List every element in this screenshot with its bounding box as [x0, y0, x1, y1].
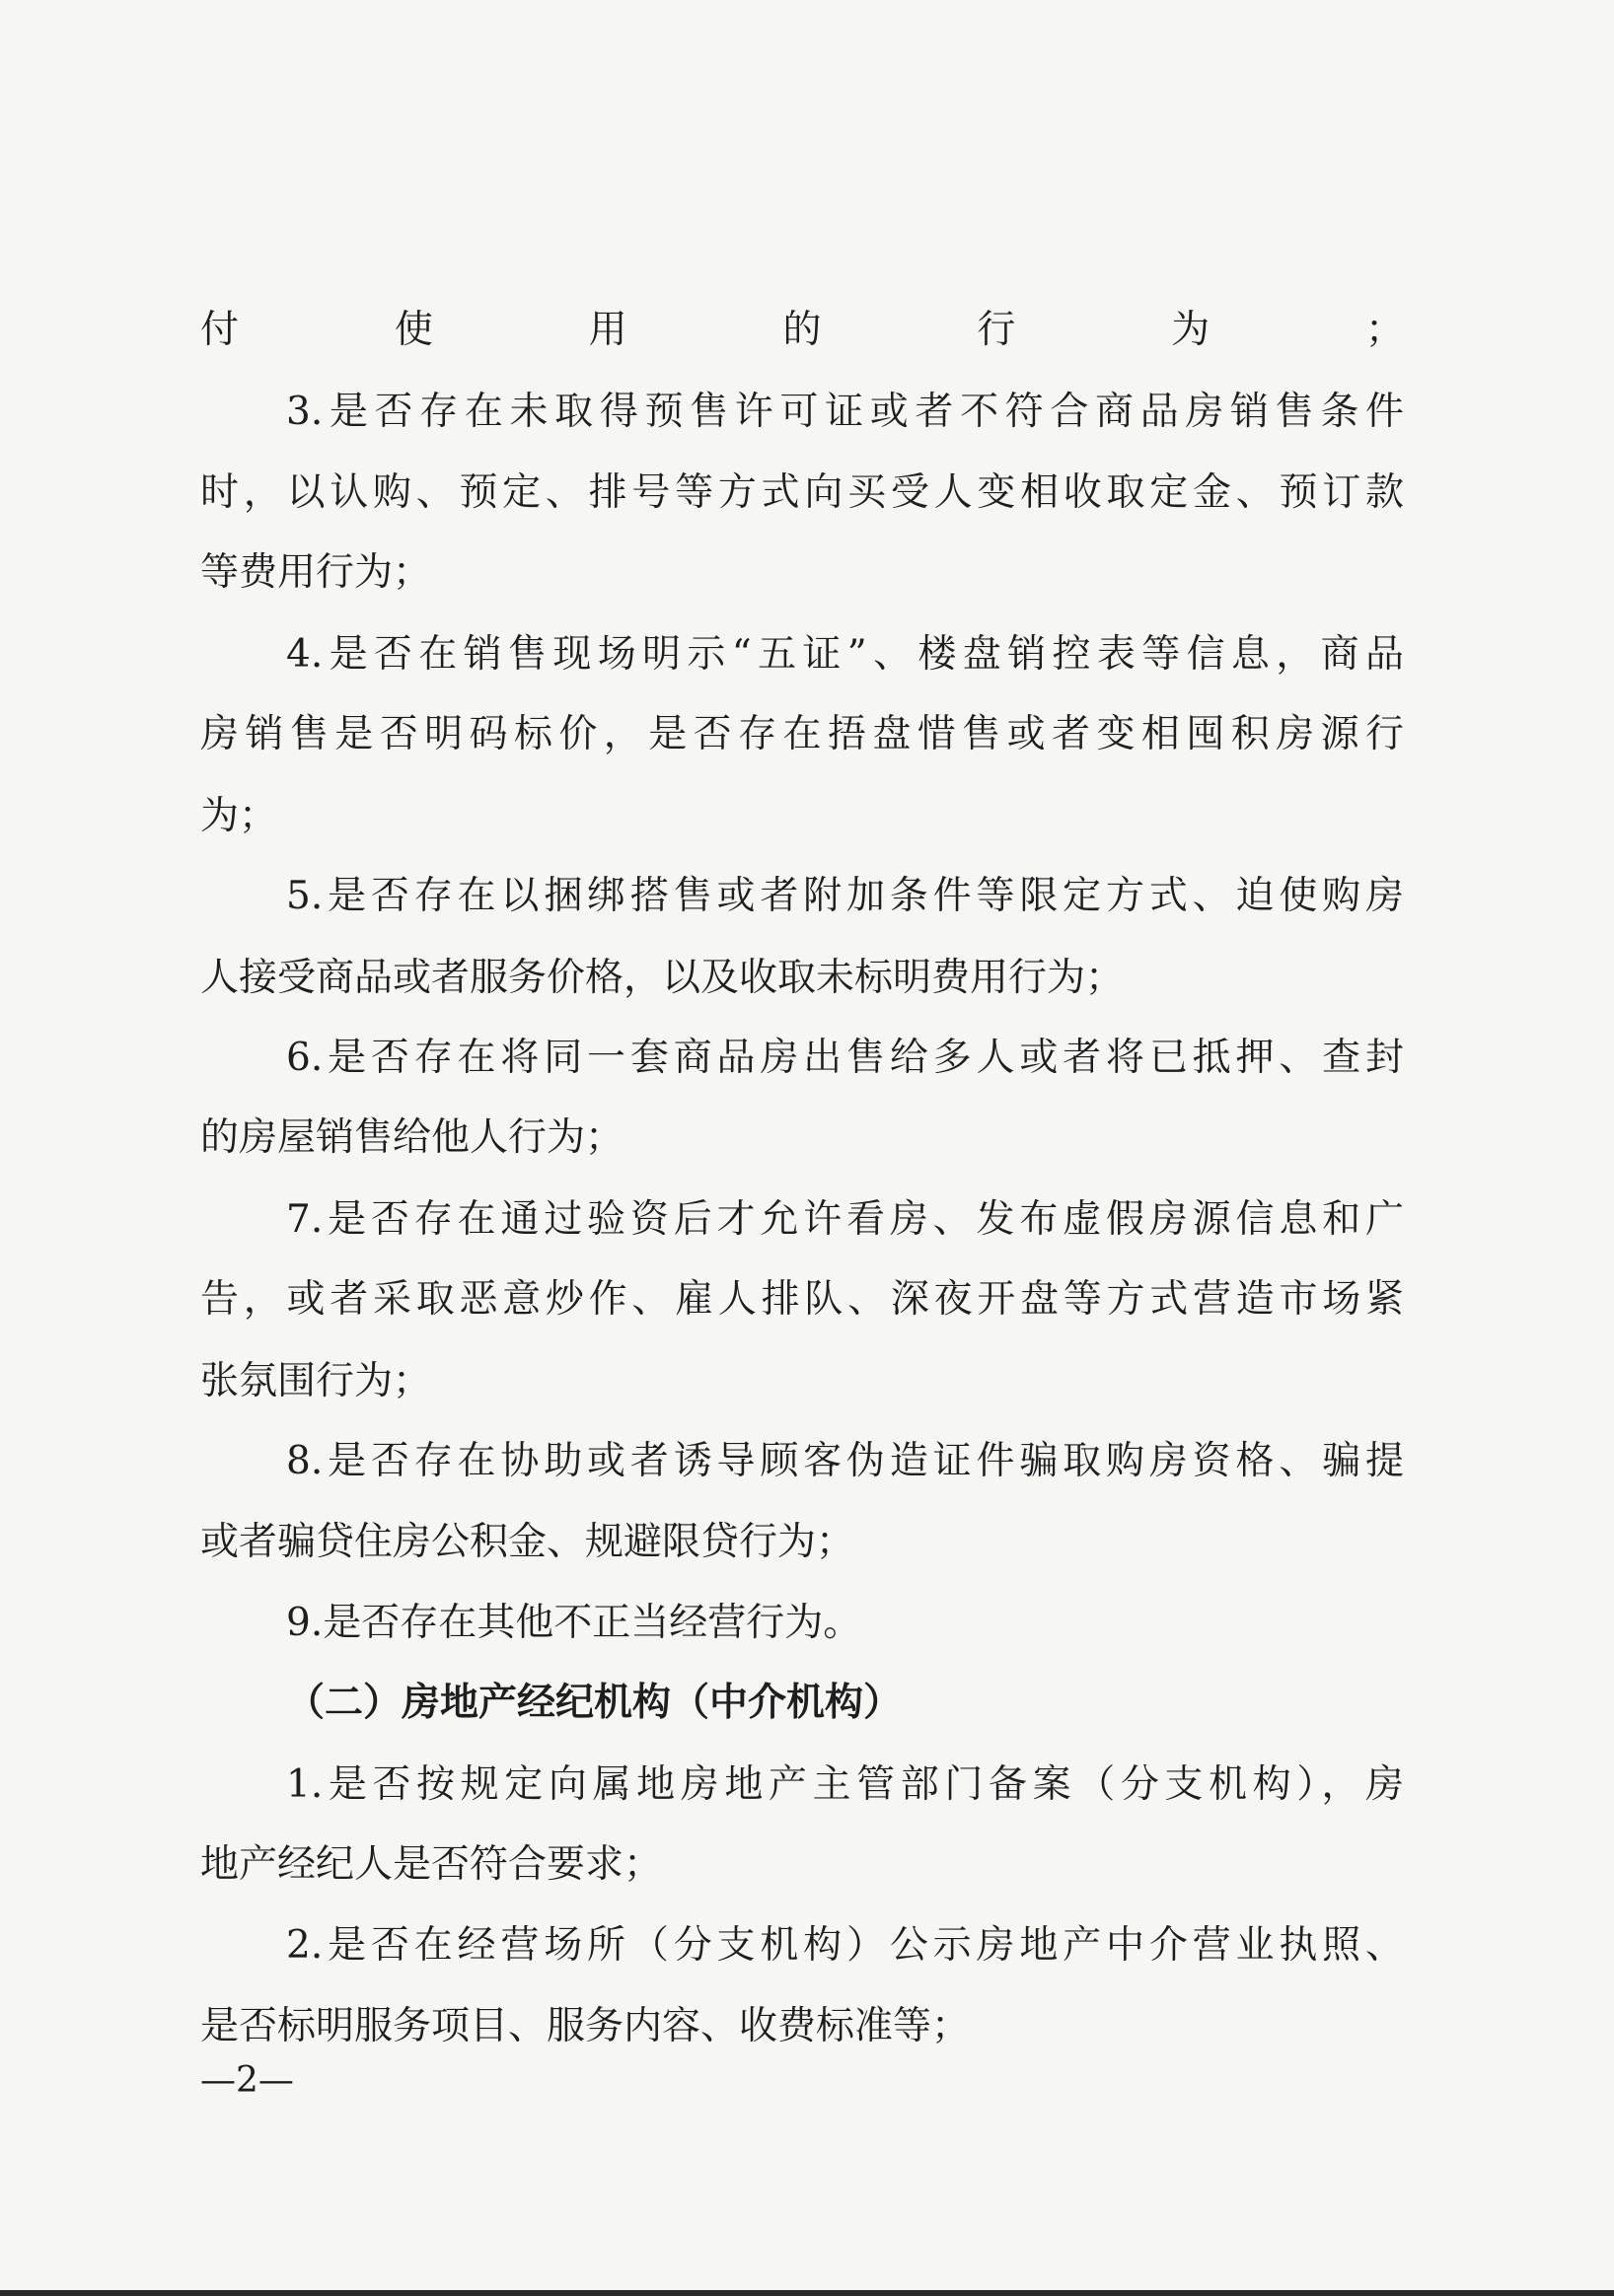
text-line: 地产经纪人是否符合要求；: [200, 1842, 663, 1887]
text-line: 5.是否存在以捆绑搭售或者附加条件等限定方式、迫使购房: [286, 874, 1404, 918]
text-line: 8.是否存在协助或者诱导顾客伪造证件骗取购房资格、骗提: [286, 1439, 1404, 1483]
text-line: 6.是否存在将同一套商品房出售给多人或者将已抵押、查封: [286, 1036, 1404, 1080]
text-line: 4.是否在销售现场明示“五证”、楼盘销控表等信息，商品: [286, 632, 1404, 677]
scan-bottom-edge: [0, 2290, 1614, 2296]
text-line: 房销售是否明码标价，是否存在捂盘惜售或者变相囤积房源行: [200, 712, 1404, 756]
text-line: 是否标明服务项目、服务内容、收费标准等；: [200, 2004, 971, 2048]
text-line: 等费用行为；: [200, 550, 432, 595]
text-line: 3.是否存在未取得预售许可证或者不符合商品房销售条件: [286, 390, 1404, 434]
section-heading: （二）房地产经纪机构（中介机构）: [286, 1681, 903, 1725]
text-line: 1.是否按规定向属地房地产主管部门备案（分支机构），房: [286, 1762, 1404, 1807]
text-line: 的房屋销售给他人行为；: [200, 1115, 624, 1160]
text-line: 7.是否存在通过验资后才允许看房、发布虚假房源信息和广: [286, 1197, 1404, 1242]
page-number: —2—: [200, 2060, 294, 2101]
text-line: 付使用的行为；: [200, 308, 1404, 352]
text-line: 2.是否在经营场所（分支机构）公示房地产中介营业执照、: [286, 1923, 1404, 1968]
text-line: 9.是否存在其他不正当经营行为。: [286, 1601, 862, 1645]
text-line: 人接受商品或者服务价格，以及收取未标明费用行为；: [200, 956, 1125, 1000]
text-line: 告，或者采取恶意炒作、雇人排队、深夜开盘等方式营造市场紧: [200, 1277, 1404, 1322]
text-line: 为；: [200, 794, 278, 838]
text-line: 或者骗贷住房公积金、规避限贷行为；: [200, 1520, 855, 1564]
text-line: 张氛围行为；: [200, 1359, 432, 1403]
text-line: 时，以认购、预定、排号等方式向买受人变相收取定金、预订款: [200, 470, 1404, 515]
